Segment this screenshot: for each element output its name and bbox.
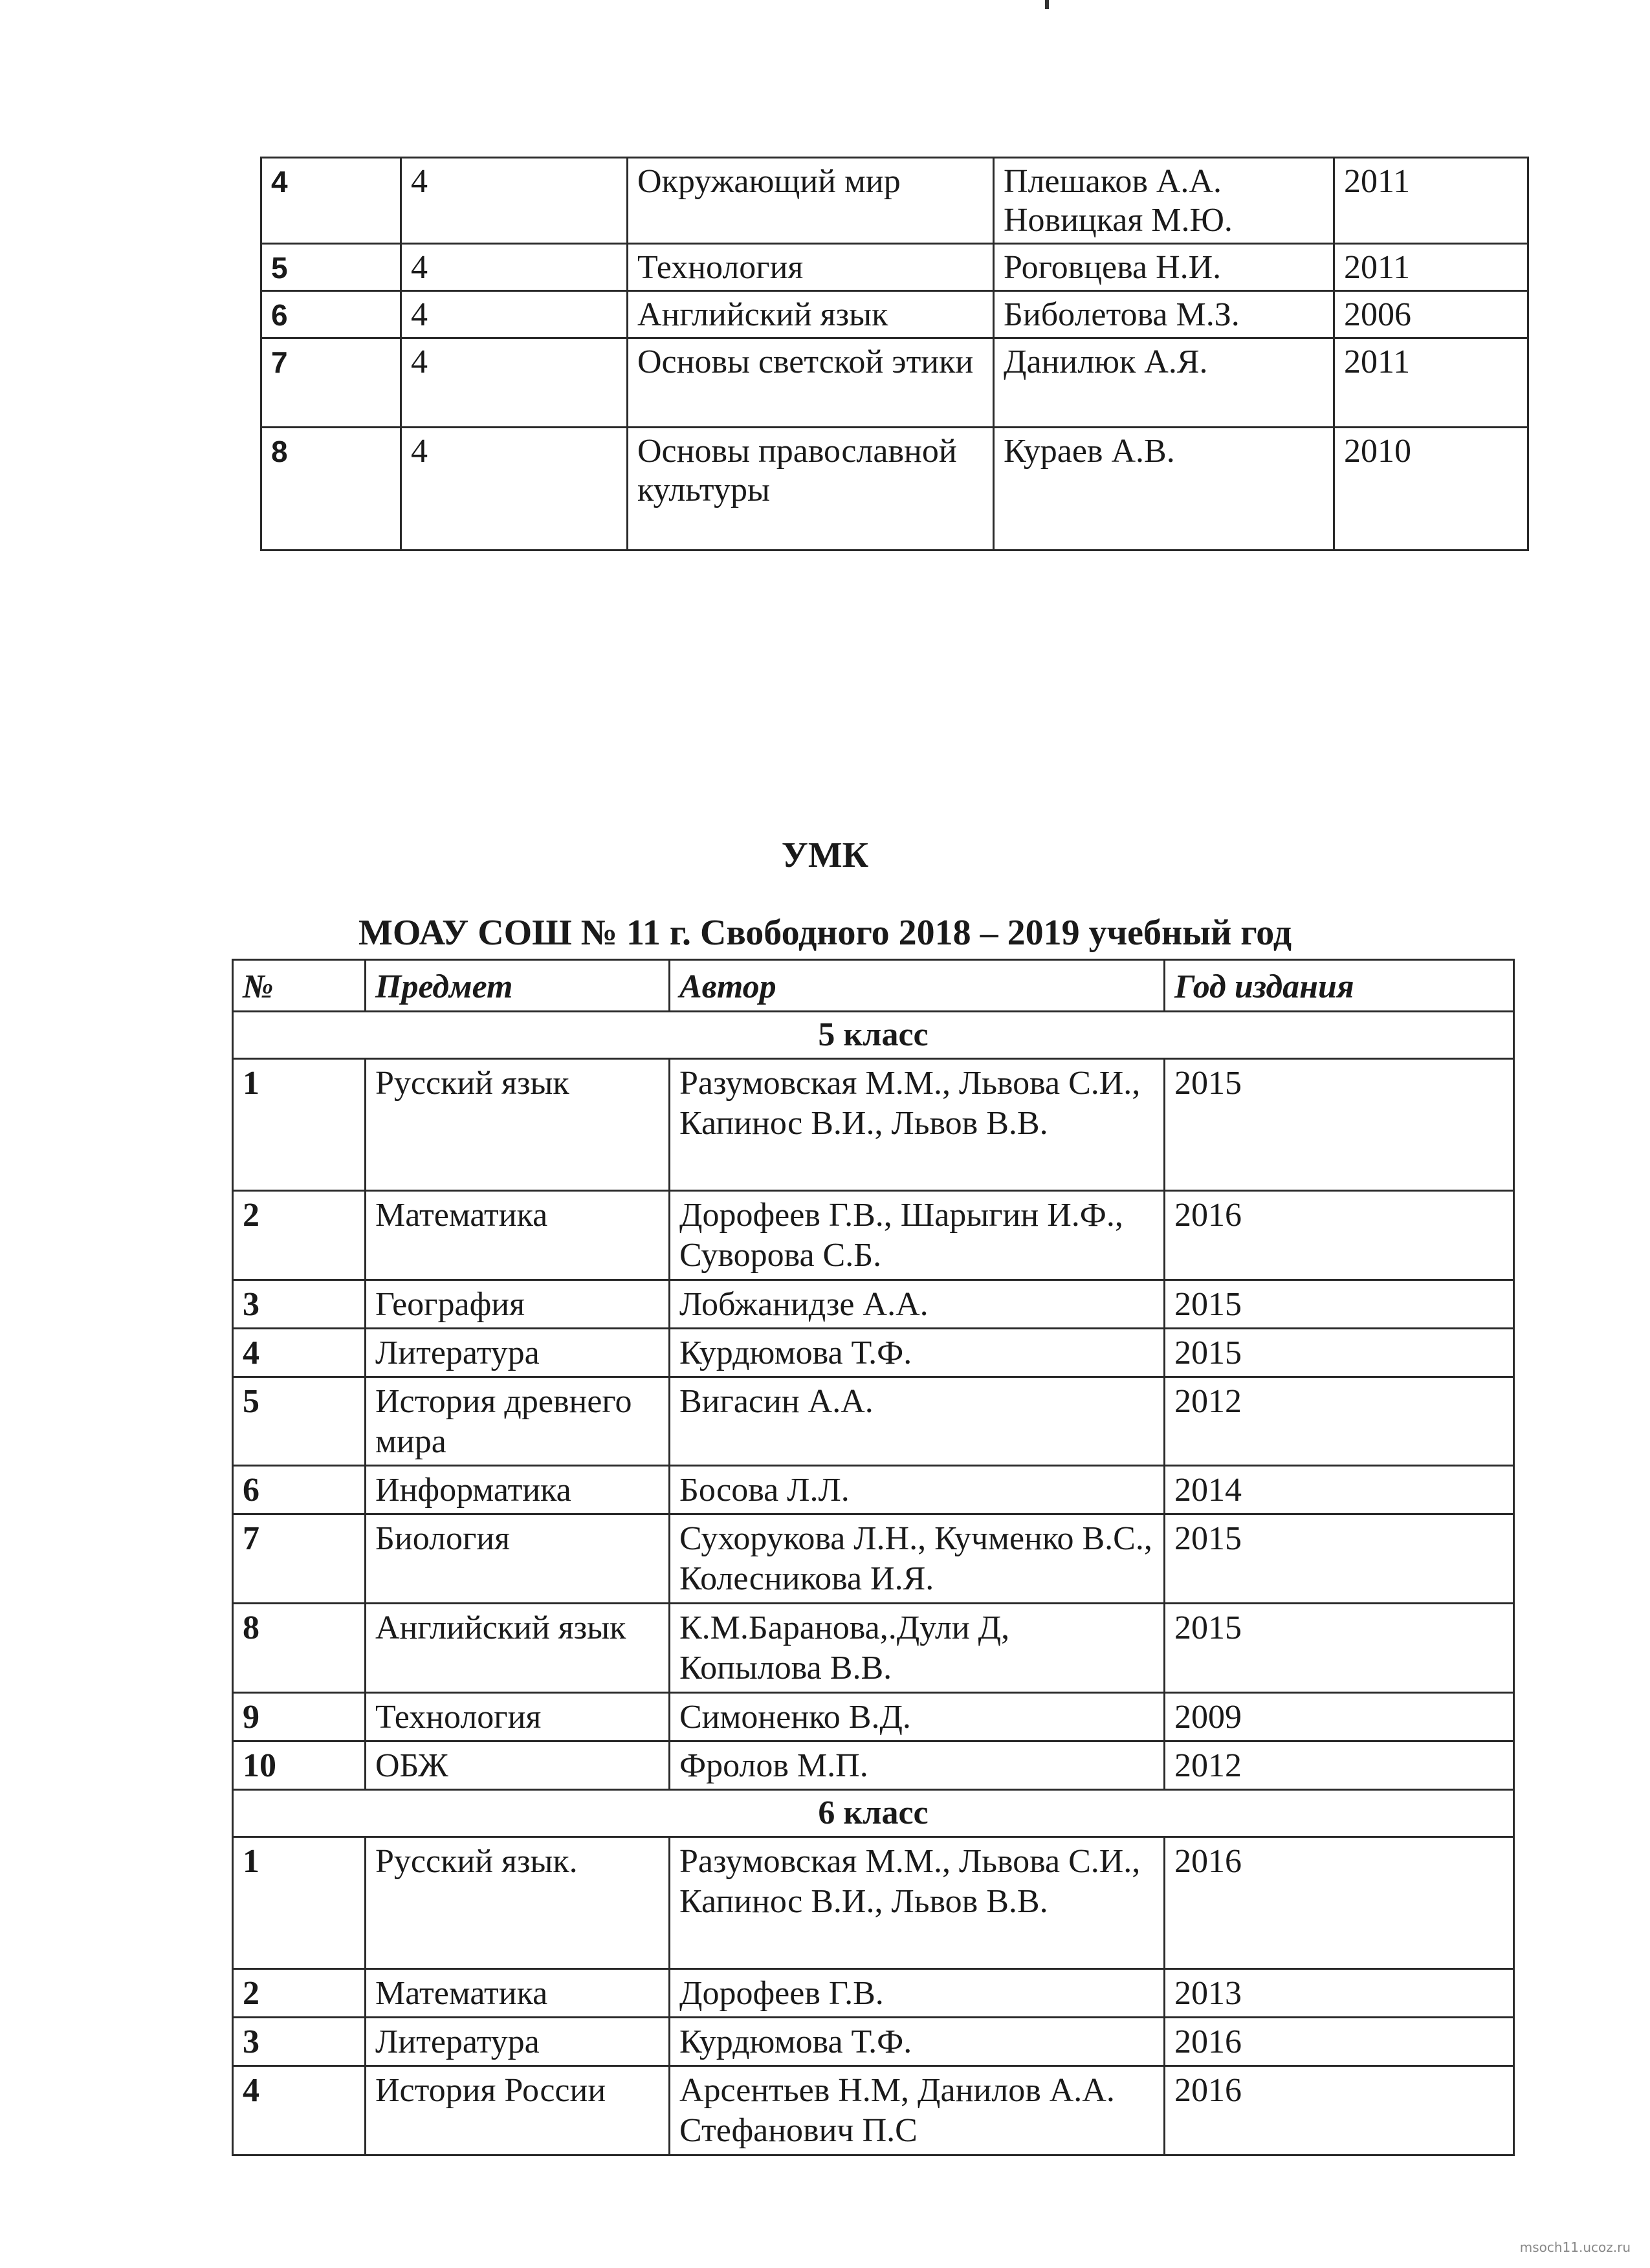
subject-cell: Математика: [366, 1969, 670, 2018]
subject-cell: Основы светской этики: [628, 338, 994, 428]
grade-4-table-body: [261, 158, 1528, 551]
author-cell: Плешаков А.А. Новицкая М.Ю.: [994, 158, 1334, 244]
row-number: 8: [261, 428, 401, 551]
year-cell: 2015: [1165, 1059, 1514, 1191]
document-subtitle: МОАУ СОШ № 11 г. Свободного 2018 – 2019 учебный год: [358, 913, 1292, 953]
year-cell: 2013: [1165, 1969, 1514, 2018]
year-cell: 2016: [1165, 1191, 1514, 1280]
table-row: [233, 1604, 1514, 1693]
table-row: [233, 1377, 1514, 1466]
table-row: [233, 1059, 1514, 1191]
subject-cell: Русский язык.: [366, 1837, 670, 1969]
year-cell: 2006: [1334, 291, 1528, 338]
year-cell: 2012: [1165, 1741, 1514, 1790]
row-number: 6: [233, 1466, 366, 1514]
table-row: [233, 1514, 1514, 1604]
author-cell: Разумовская М.М., Львова С.И., Капинос В.И., Львов В.В.: [670, 1837, 1165, 1969]
subject-cell: История России: [366, 2066, 670, 2155]
header-year: Год издания: [1165, 960, 1514, 1012]
year-cell: 2016: [1165, 1837, 1514, 1969]
row-number: 4: [233, 1329, 366, 1377]
row-number: 3: [233, 2018, 366, 2066]
textbooks-table: [232, 959, 1515, 2156]
year-cell: 2016: [1165, 2066, 1514, 2155]
author-cell: Лобжанидзе А.А.: [670, 1280, 1165, 1329]
table-row: [233, 1693, 1514, 1741]
row-number: 7: [233, 1514, 366, 1604]
year-cell: 2011: [1334, 338, 1528, 428]
subject-cell: Математика: [366, 1191, 670, 1280]
year-cell: 2015: [1165, 1514, 1514, 1604]
section-row: [233, 1012, 1514, 1059]
subject-cell: ОБЖ: [366, 1741, 670, 1790]
year-cell: 2016: [1165, 2018, 1514, 2066]
row-number: 2: [233, 1191, 366, 1280]
table-row: [261, 244, 1528, 291]
table-row: [261, 338, 1528, 428]
table-header: [233, 960, 1514, 1012]
subject-cell: Литература: [366, 1329, 670, 1377]
author-cell: Роговцева Н.И.: [994, 244, 1334, 291]
author-cell: Разумовская М.М., Львова С.И., Капинос В.И., Львов В.В.: [670, 1059, 1165, 1191]
author-cell: Сухорукова Л.Н., Кучменко В.С., Колесникова И.Я.: [670, 1514, 1165, 1604]
author-cell: Фролов М.П.: [670, 1741, 1165, 1790]
subject-cell: Английский язык: [628, 291, 994, 338]
row-number: 1: [233, 1059, 366, 1191]
watermark: msoch11.ucoz.ru: [1519, 2240, 1631, 2255]
subject-cell: История древнего мира: [366, 1377, 670, 1466]
grade-cell: 4: [401, 291, 628, 338]
table-row: [233, 1837, 1514, 1969]
table-row: [233, 1741, 1514, 1790]
row-number: 10: [233, 1741, 366, 1790]
subject-cell: Биология: [366, 1514, 670, 1604]
year-cell: 2012: [1165, 1377, 1514, 1466]
year-cell: 2015: [1165, 1604, 1514, 1693]
year-cell: 2015: [1165, 1329, 1514, 1377]
author-cell: Вигасин А.А.: [670, 1377, 1165, 1466]
table-row: [233, 2066, 1514, 2155]
row-number: 3: [233, 1280, 366, 1329]
header-author: Автор: [670, 960, 1165, 1012]
scan-mark: [1045, 0, 1049, 9]
row-number: 6: [261, 291, 401, 338]
author-cell: Биболетова М.З.: [994, 291, 1334, 338]
grade-cell: 4: [401, 158, 628, 244]
table-row: [233, 1466, 1514, 1514]
grade-5-heading: 5 класс: [233, 1012, 1514, 1059]
grade-cell: 4: [401, 244, 628, 291]
table-row: [233, 2018, 1514, 2066]
author-cell: Арсентьев Н.М, Данилов А.А. Стефанович П.С: [670, 2066, 1165, 2155]
row-number: 5: [233, 1377, 366, 1466]
table-row: [261, 291, 1528, 338]
author-cell: Дорофеев Г.В., Шарыгин И.Ф., Суворова С.Б.: [670, 1191, 1165, 1280]
subject-cell: Русский язык: [366, 1059, 670, 1191]
table-row: [233, 1969, 1514, 2018]
author-cell: Босова Л.Л.: [670, 1466, 1165, 1514]
row-number: 4: [233, 2066, 366, 2155]
subject-cell: Английский язык: [366, 1604, 670, 1693]
grade-6-heading: 6 класс: [233, 1790, 1514, 1837]
year-cell: 2011: [1334, 158, 1528, 244]
grade-cell: 4: [401, 428, 628, 551]
year-cell: 2015: [1165, 1280, 1514, 1329]
year-cell: 2009: [1165, 1693, 1514, 1741]
header-subject: Предмет: [366, 960, 670, 1012]
row-number: 9: [233, 1693, 366, 1741]
table-row: [233, 1329, 1514, 1377]
table-row: [233, 1191, 1514, 1280]
author-cell: Кураев А.В.: [994, 428, 1334, 551]
subject-cell: Литература: [366, 2018, 670, 2066]
year-cell: 2011: [1334, 244, 1528, 291]
subject-cell: Технология: [366, 1693, 670, 1741]
subject-cell: География: [366, 1280, 670, 1329]
row-number: 2: [233, 1969, 366, 2018]
grade-cell: 4: [401, 338, 628, 428]
subject-cell: Основы православной культуры: [628, 428, 994, 551]
header-number: №: [233, 960, 366, 1012]
year-cell: 2010: [1334, 428, 1528, 551]
table-row: [233, 1280, 1514, 1329]
row-number: 7: [261, 338, 401, 428]
row-number: 8: [233, 1604, 366, 1693]
header-row: [233, 960, 1514, 1012]
row-number: 5: [261, 244, 401, 291]
year-cell: 2014: [1165, 1466, 1514, 1514]
table-row: [261, 158, 1528, 244]
author-cell: К.М.Баранова,.Дули Д, Копылова В.В.: [670, 1604, 1165, 1693]
author-cell: Данилюк А.Я.: [994, 338, 1334, 428]
author-cell: Симоненко В.Д.: [670, 1693, 1165, 1741]
document-title: УМК: [781, 835, 869, 875]
table-row: [261, 428, 1528, 551]
row-number: 1: [233, 1837, 366, 1969]
author-cell: Курдюмова Т.Ф.: [670, 2018, 1165, 2066]
subject-cell: Окружающий мир: [628, 158, 994, 244]
author-cell: Курдюмова Т.Ф.: [670, 1329, 1165, 1377]
section-row: [233, 1790, 1514, 1837]
subject-cell: Технология: [628, 244, 994, 291]
subject-cell: Информатика: [366, 1466, 670, 1514]
author-cell: Дорофеев Г.В.: [670, 1969, 1165, 2018]
table-body: [233, 1012, 1514, 2155]
row-number: 4: [261, 158, 401, 244]
grade-4-table: [260, 157, 1529, 551]
